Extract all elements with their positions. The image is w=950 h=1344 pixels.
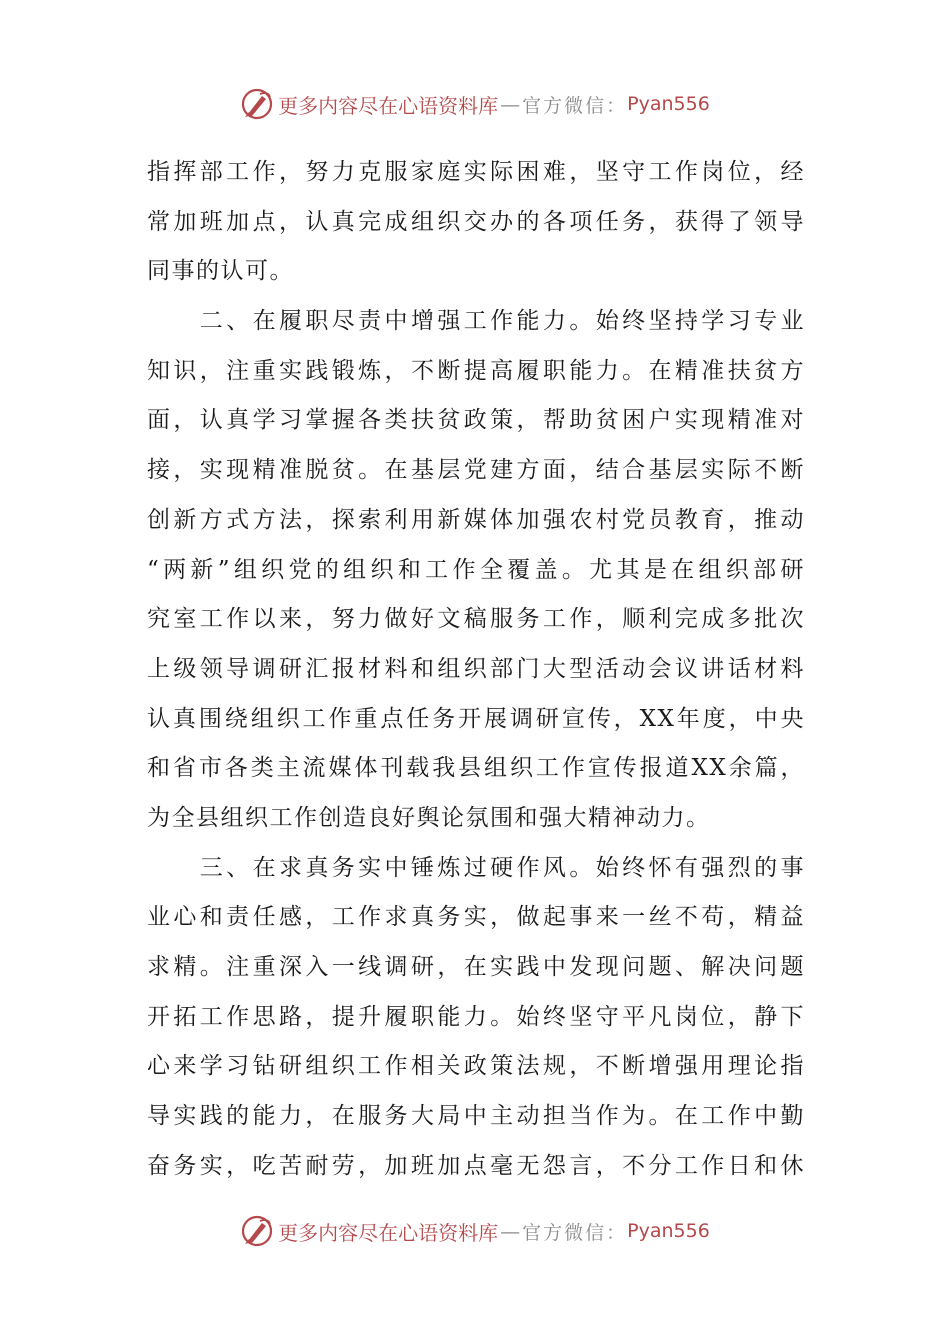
text-line: 业心和责任感，工作求真务实，做起事来一丝不苟，精益 xyxy=(147,904,805,931)
text-line: 三、在求真务实中锤炼过硬作风。始终怀有强烈的事 xyxy=(147,854,805,881)
text-line: 创新方式方法，探索利用新媒体加强农村党员教育，推动 xyxy=(147,506,805,533)
document-body xyxy=(147,148,805,1191)
text-line: 接，实现精准脱贫。在基层党建方面，结合基层实际不断 xyxy=(147,457,805,484)
text-line: 认真围绕组织工作重点任务开展调研宣传，XX年度，中央 xyxy=(147,705,805,732)
pen-nib-logo-icon xyxy=(240,87,274,121)
text-line: 求精。注重深入一线调研，在实践中发现问题、解决问题 xyxy=(147,954,805,980)
text-line: “两新”组织党的组织和工作全覆盖。尤其是在组织部研 xyxy=(147,556,805,583)
text-line: 常加班加点，认真完成组织交办的各项任务，获得了领导 xyxy=(147,208,805,235)
text-line: 究室工作以来，努力做好文稿服务工作，顺利完成多批次 xyxy=(147,606,805,633)
banner-wechat-id: Pyan556 xyxy=(627,1220,710,1242)
text-line: 奋务实，吃苦耐劳，加班加点毫无怨言，不分工作日和休 xyxy=(147,1152,805,1179)
banner-label: 官方微信： xyxy=(522,1221,628,1244)
text-line: 和省市各类主流媒体刊载我县组织工作宣传报道XX余篇， xyxy=(147,755,805,782)
pen-nib-logo-icon xyxy=(240,1214,274,1248)
banner-dash: — xyxy=(500,92,521,116)
banner-label: 官方微信： xyxy=(522,94,628,117)
text-line: 二、在履职尽责中增强工作能力。始终坚持学习专业 xyxy=(147,308,805,335)
text-line: 面，认真学习掌握各类扶贫政策，帮助贫困户实现精准对 xyxy=(147,407,805,434)
text-line: 开拓工作思路，提升履职能力。始终坚守平凡岗位，静下 xyxy=(147,1003,805,1030)
header-banner xyxy=(0,84,950,124)
banner-brand: 更多内容尽在心语资料库 xyxy=(278,1220,499,1245)
banner-dash: — xyxy=(500,1219,521,1243)
text-line: 同事的认可。 xyxy=(147,258,294,285)
banner-brand: 更多内容尽在心语资料库 xyxy=(278,93,499,118)
footer-banner xyxy=(0,1211,950,1251)
text-line: 指挥部工作，努力克服家庭实际困难，坚守工作岗位，经 xyxy=(147,159,805,185)
text-line: 上级领导调研汇报材料和组织部门大型活动会议讲话材料 xyxy=(147,655,805,682)
text-line: 心来学习钻研组织工作相关政策法规，不断增强用理论指 xyxy=(147,1053,805,1080)
text-line: 为全县组织工作创造良好舆论氛围和强大精神动力。 xyxy=(147,804,711,831)
text-line: 导实践的能力，在服务大局中主动担当作为。在工作中勤 xyxy=(147,1103,805,1130)
text-line: 知识，注重实践锻炼，不断提高履职能力。在精准扶贫方 xyxy=(147,357,805,384)
banner-wechat-id: Pyan556 xyxy=(627,93,710,115)
